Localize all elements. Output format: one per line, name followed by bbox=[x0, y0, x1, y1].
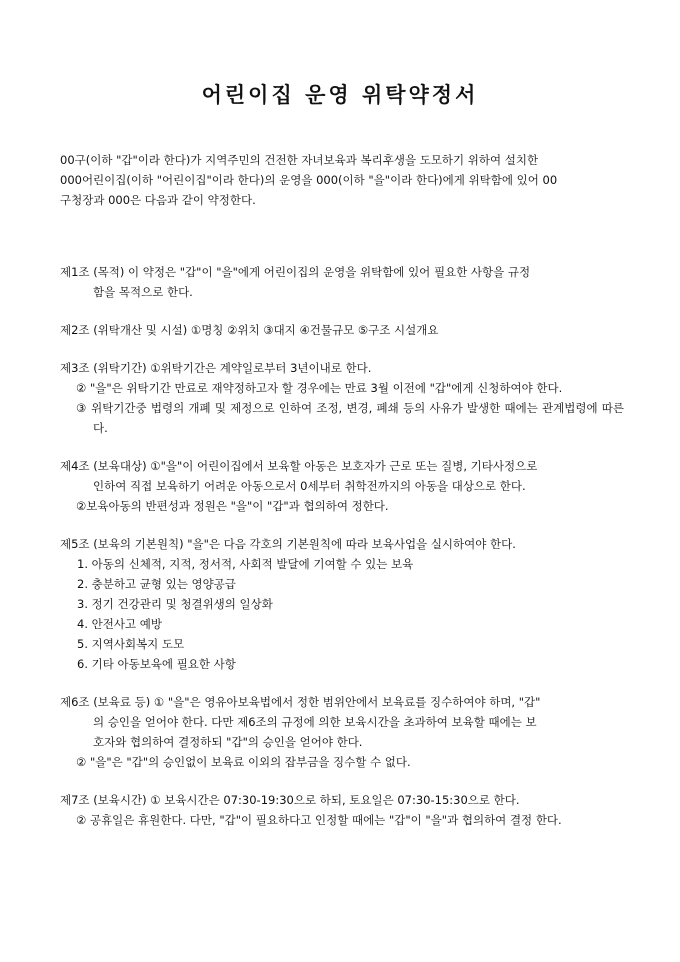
article-4-item-2: ②보육아동의 반편성과 정원은 "을"이 "갑"과 협의하여 정한다. bbox=[76, 499, 389, 513]
article-1-continuation: 함을 목적으로 한다. bbox=[93, 285, 193, 299]
article-4-continuation: 인하여 직접 보육하기 어려운 아동으로서 0세부터 취학전까지의 아동을 대상으로 한다. bbox=[93, 479, 526, 493]
article-6-line: 제6조 (보육료 등) ① "을"은 영유아보육법에서 정한 범위안에서 보육료를 징수하여야 하며, "갑" bbox=[60, 695, 541, 709]
article-2 bbox=[60, 320, 624, 340]
article-1-line: 제1조 (목적) 이 약정은 "갑"이 "을"에게 어린이집의 운영을 위탁함에 있어 필요한 사항을 규정 bbox=[60, 265, 531, 279]
article-4-line: 제4조 (보육대상) ①"을"이 어린이집에서 보육할 아동은 보호자가 근로 또는 질병, 기타사정으로 bbox=[60, 459, 538, 473]
article-4 bbox=[60, 456, 624, 516]
article-7-line: 제7조 (보육시간) ① 보육시간은 07:30-19:30으로 하되, 토요일은 07:30-15:30으로 한다. bbox=[60, 793, 520, 807]
article-3-line: 제3조 (위탁기간) ①위탁기간은 계약일로부터 3년이내로 한다. bbox=[60, 361, 372, 375]
article-5-list-item: 6. 기타 아동보육에 필요한 사항 bbox=[77, 657, 236, 671]
preamble-line: 00구(이하 "갑"이라 한다)가 지역주민의 건전한 자녀보육과 복리후생을 도모하기 위하여 설치한 bbox=[60, 153, 539, 167]
article-5 bbox=[60, 534, 624, 674]
article-5-list-item: 1. 아동의 신체적, 지적, 정서적, 사회적 발달에 기여할 수 있는 보육 bbox=[77, 557, 414, 571]
article-7 bbox=[60, 790, 624, 830]
document-body bbox=[60, 150, 624, 830]
article-5-list-item: 3. 정기 건강관리 및 청결위생의 일상화 bbox=[77, 597, 273, 611]
article-6 bbox=[60, 692, 624, 772]
document-title: 어린이집 운영 위탁약정서 bbox=[201, 82, 479, 107]
article-6-item-2: ② "을"은 "갑"의 승인없이 보육료 이외의 잡부금을 징수할 수 없다. bbox=[76, 755, 411, 769]
article-1 bbox=[60, 262, 624, 302]
article-5-list-item: 4. 안전사고 예방 bbox=[77, 617, 162, 631]
article-3-item-3: ③ 위탁기간중 법령의 개폐 및 제정으로 인하여 조정, 변경, 폐쇄 등의 사유가 발생한 때에는 관계법령에 따른다. bbox=[76, 401, 624, 435]
preamble-line: 구청장과 000은 다음과 같이 약정한다. bbox=[60, 193, 256, 207]
preamble-line: 000어린이집(이하 "어린이집"이라 한다)의 운영을 000(이하 "을"이라 한다)에게 위탁함에 있어 00 bbox=[60, 173, 558, 187]
article-6-continuation: 의 승인을 얻어야 한다. 다만 제6조의 규정에 의한 보육시간을 초과하여 보육할 때에는 보 bbox=[93, 715, 537, 729]
article-3-item-2: ② "을"은 위탁기간 만료로 재약정하고자 할 경우에는 만료 3월 이전에 "갑"에게 신청하여야 한다. bbox=[76, 381, 563, 395]
article-6-continuation: 호자와 협의하여 결정하되 "갑"의 승인을 얻어야 한다. bbox=[93, 735, 363, 749]
article-7-item-2: ② 공휴일은 휴원한다. 다만, "갑"이 필요하다고 인정할 때에는 "갑"이 "을"과 협의하여 결정 한다. bbox=[76, 813, 562, 827]
preamble bbox=[60, 150, 624, 210]
article-2-line: 제2조 (위탁개산 및 시설) ①명칭 ②위치 ③대지 ④건물규모 ⑤구조 시설개요 bbox=[60, 323, 439, 337]
article-5-list-item: 5. 지역사회복지 도모 bbox=[77, 637, 185, 651]
article-5-list-item: 2. 충분하고 균형 있는 영양공급 bbox=[77, 577, 236, 591]
article-3 bbox=[60, 358, 624, 438]
article-5-line: 제5조 (보육의 기본원칙) "을"은 다음 각호의 기본원칙에 따라 보육사업을 실시하여야 한다. bbox=[60, 537, 516, 551]
